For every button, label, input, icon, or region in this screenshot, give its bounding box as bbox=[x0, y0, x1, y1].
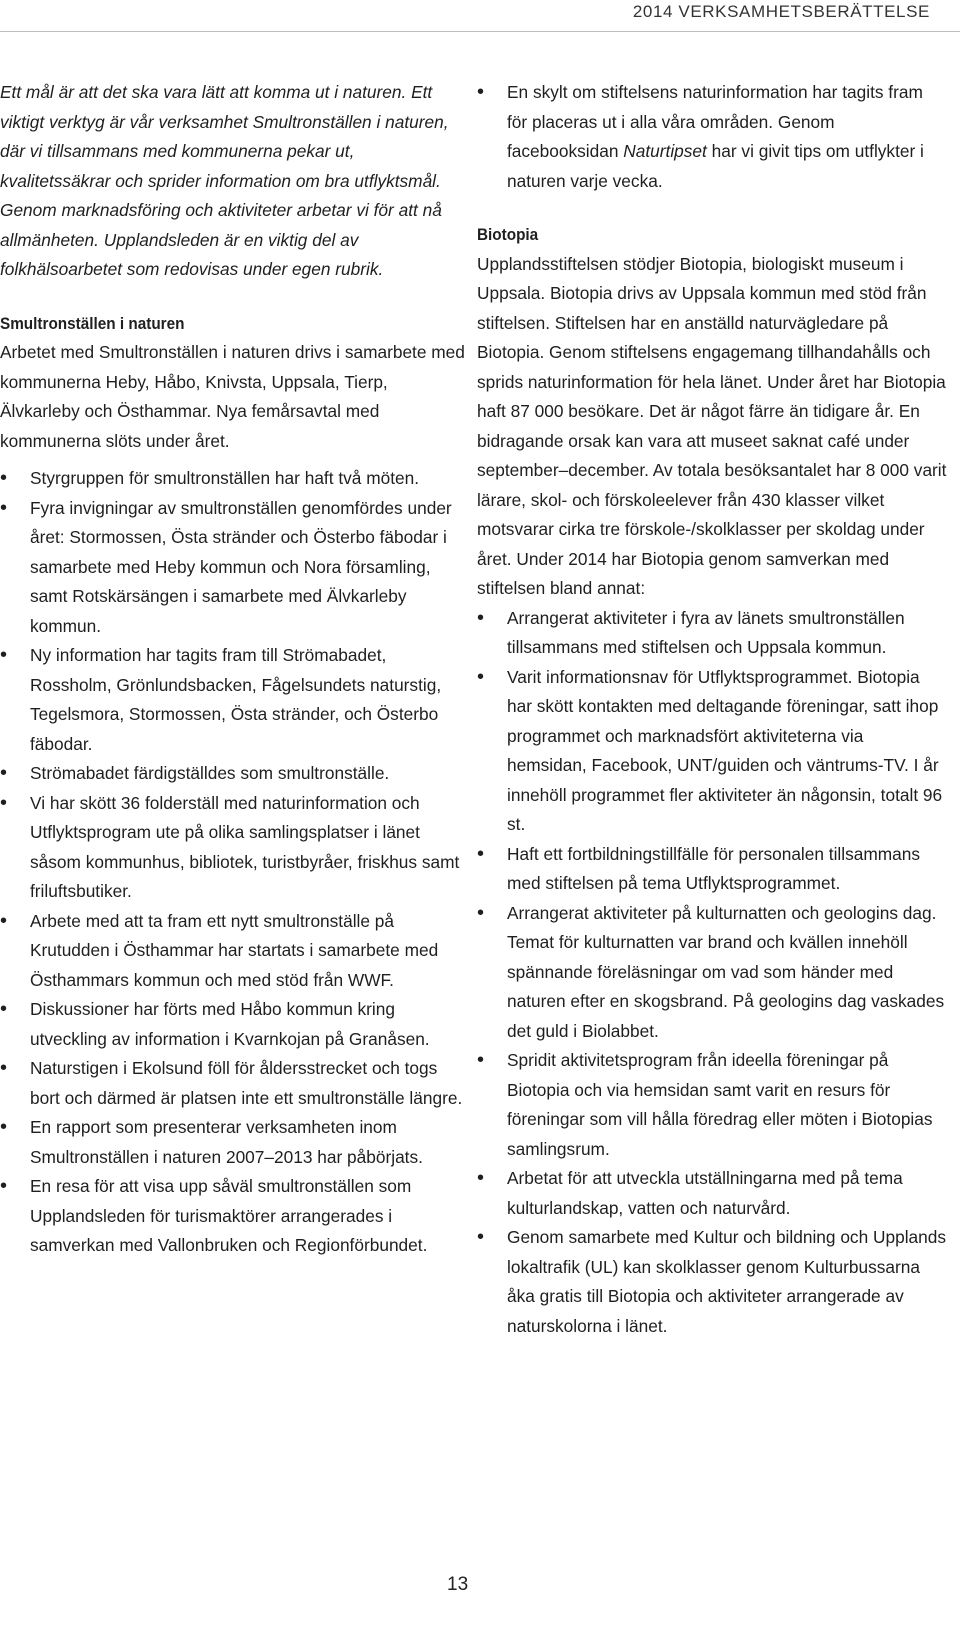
right-column bbox=[477, 78, 947, 1341]
header-divider bbox=[0, 31, 960, 32]
biotopia-paragraph: Upplandsstiftelsen stödjer Biotopia, biologiskt museum i Uppsala. Biotopia drivs av Uppsala kommun med stöd från stiftelsen. Stiftelsen har en anställd naturvägledare på Biotopia. Genom stiftelsens engagemang tillhandahålls och sprids naturinformation för hela länet. Under året har Biotopia haft 87 000 besökare. Det är något färre än tidigare år. En bidragande orsak kan vara att museet saknat café under september–december. Av totala besöksantalet har 8 000 varit lärare, skol- och förskoleelever från 430 klasser vilket motsvarar cirka tre förskole-/skolklasser per skoldag under året. Under 2014 har Biotopia genom samverkan med stiftelsen bland annat: bbox=[477, 253, 947, 598]
section-heading-biotopia: Biotopia bbox=[477, 225, 539, 244]
list-item: • Haft ett fortbildningstillfälle för personalen tillsammans med stiftelsen på tema Utflyktsprogrammet. bbox=[477, 840, 947, 899]
list-item: • Arrangerat aktiviteter i fyra av länets smultronställen tillsammans med stiftelsen och Uppsala kommun. bbox=[477, 604, 947, 663]
list-item: • Genom samarbete med Kultur och bildning och Upplands lokaltrafik (UL) kan skolklasser genom Kulturbussarna åka gratis till Biotopia och aktiviteter arrangerade av naturskolorna i länet. bbox=[477, 1223, 947, 1341]
list-item: • Styrgruppen för smultronställen har haft två möten. bbox=[0, 464, 465, 494]
smultronstallen-bullet-list bbox=[0, 464, 465, 1261]
list-item: • En resa för att visa upp såväl smultronställen som Upplandsleden för turismaktörer arrangerades i samverkan med Vallonbruken och Regionförbundet. bbox=[0, 1172, 465, 1261]
list-item: • Naturstigen i Ekolsund föll för åldersstrecket och togs bort och därmed är platsen inte ett smultronställe längre. bbox=[0, 1054, 465, 1113]
list-item: • Strömabadet färdigställdes som smultronställe. bbox=[0, 759, 465, 789]
list-item-text: En skylt om stiftelsens naturinformation har tagits fram för placeras ut i alla våra områden. Genom facebooksidan bbox=[507, 82, 923, 161]
list-item: • Arbetat för att utveckla utställningarna med på tema kulturlandskap, vatten och naturvård. bbox=[477, 1164, 947, 1223]
list-item: • Arrangerat aktiviteter på kulturnatten och geologins dag. Temat för kulturnatten var brand och kvällen innehöll spännande föreläsningar om vad som händer med naturen efter en skogsbrand. På geologins dag vaskades det guld i Biolabbet. bbox=[477, 899, 947, 1047]
left-column bbox=[0, 78, 465, 1261]
page-number: 13 bbox=[447, 1574, 469, 1595]
smultronstallen-paragraph: Arbetet med Smultronställen i naturen drivs i samarbete med kommunerna Heby, Håbo, Knivsta, Uppsala, Tierp, Älvkarleby och Östhammar. Nya femårsavtal med kommunerna slöts under året. bbox=[0, 342, 465, 451]
naturinformation-bullet-list bbox=[477, 78, 947, 196]
list-item-text: har vi givit tips om utflykter i naturen varje vecka. bbox=[507, 141, 924, 191]
list-item: • Varit informationsnav för Utflyktsprogrammet. Biotopia har skött kontakten med deltagande föreningar, satt ihop programmet och marknadsfört aktiviteterna via hemsidan, Facebook, UNT/guiden och väntrums-TV. I år innehöll programmet fler aktiviteter än någonsin, totalt 96 st. bbox=[477, 663, 947, 840]
list-item: • Diskussioner har förts med Håbo kommun kring utveckling av information i Kvarnkojan på Granåsen. bbox=[0, 995, 465, 1054]
list-item: • Vi har skött 36 folderställ med naturinformation och Utflyktsprogram ute på olika samlingsplatser i länet såsom kommunhus, bibliotek, turistbyråer, friskhus samt friluftsbutiker. bbox=[0, 789, 465, 907]
list-item: • Spridit aktivitetsprogram från ideella föreningar på Biotopia och via hemsidan samt varit en resurs för föreningar som vill hålla föredrag eller möten i Biotopias samlingsrum. bbox=[477, 1046, 947, 1164]
document-title: 2014 VERKSAMHETSBERÄTTELSE bbox=[632, 2, 930, 21]
naturtipset-page-name: Naturtipset bbox=[623, 141, 707, 161]
biotopia-bullet-list bbox=[477, 604, 947, 1342]
list-item: • Arbete med att ta fram ett nytt smultronställe på Krutudden i Östhammar har startats i samarbete med Östhammars kommun och med stöd från WWF. bbox=[0, 907, 465, 996]
intro-paragraph: Ett mål är att det ska vara lätt att komma ut i naturen. Ett viktigt verktyg är vår verksamhet Smultronställen i naturen, där vi tillsammans med kommunerna pekar ut, kvalitetssäkrar och sprider information om bra utflyktsmål. Genom marknadsföring och aktiviteter arbetar vi för att nå allmänheten. Upplandsleden är en viktig del av folkhälsoarbetet som redovisas under egen rubrik. bbox=[0, 82, 449, 279]
list-item: • En rapport som presenterar verksamheten inom Smultronställen i naturen 2007–2013 har påbörjats. bbox=[0, 1113, 465, 1172]
list-item: • Ny information har tagits fram till Strömabadet, Rossholm, Grönlundsbacken, Fågelsundets naturstig, Tegelsmora, Stormossen, Östa stränder, och Österbo fäbodar. bbox=[0, 641, 465, 759]
section-heading-smultronstallen: Smultronställen i naturen bbox=[0, 313, 185, 333]
list-item: • Fyra invigningar av smultronställen genomfördes under året: Stormossen, Östa stränder och Österbo fäbodar i samarbete med Heby kommun och Nora församling, samt Rotskärsängen i samarbete med Älvkarleby kommun. bbox=[0, 494, 465, 642]
list-item bbox=[477, 78, 947, 196]
